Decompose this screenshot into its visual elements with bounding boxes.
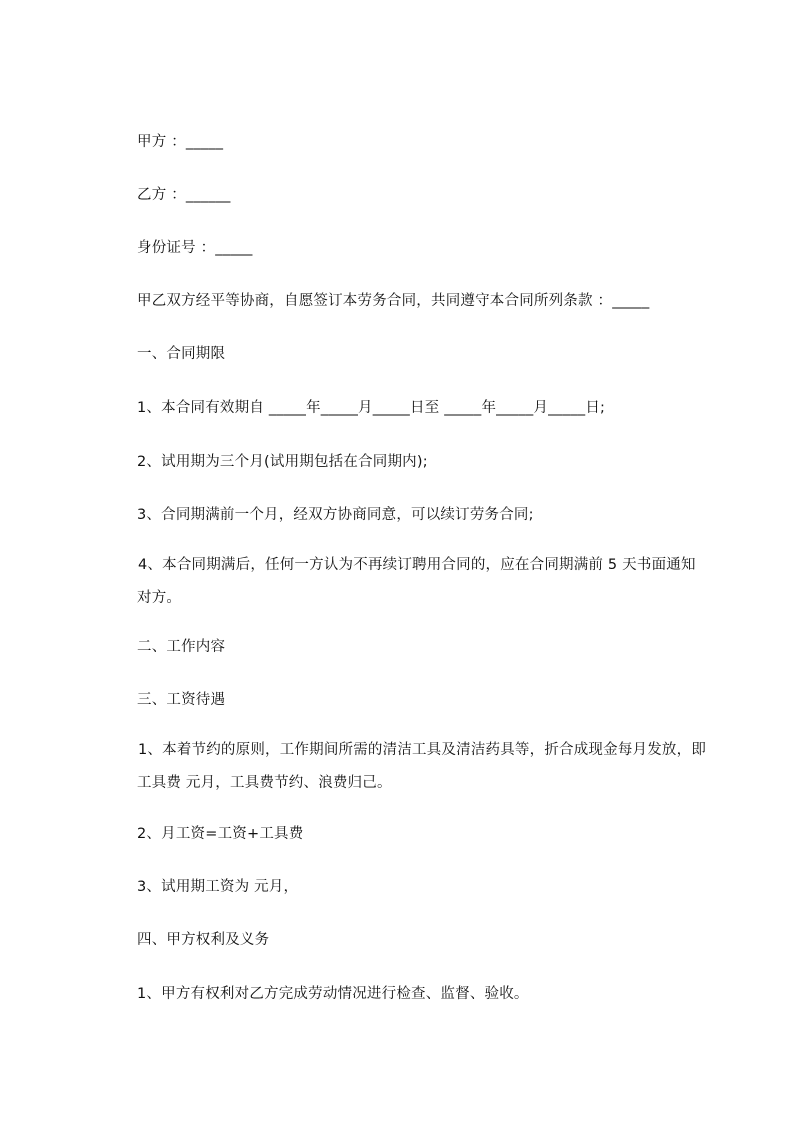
section-3-item-3: 3、试用期工资为 元月， bbox=[137, 879, 299, 895]
section-3-item-2: 2、月工资=工资+工具费 bbox=[137, 826, 304, 842]
section-3-item-1: 1、本着节约的原则，工作期间所需的清洁工具及清洁药具等，折合成现金每月发放，即工具费 元月，工具费节约、浪费归己。 bbox=[137, 742, 707, 791]
party-a-line: 甲方 ：_____ bbox=[137, 134, 224, 150]
section-1-item-1: 1、本合同有效期自 _____年_____月_____日至 _____年_____月_____日; bbox=[137, 400, 606, 416]
section-4-title: 四、甲方权利及义务 bbox=[137, 932, 270, 948]
section-4-item-1: 1、甲方有权利对乙方完成劳动情况进行检查、监督、验收。 bbox=[137, 986, 529, 1002]
section-1-title: 一、合同期限 bbox=[137, 346, 226, 362]
section-3-title: 三、工资待遇 bbox=[137, 692, 226, 708]
section-1-item-4: 4、本合同期满后，任何一方认为不再续订聘用合同的，应在合同期满前 5 天书面通知对方。 bbox=[137, 557, 696, 606]
id-number-line: 身份证号 ：_____ bbox=[137, 240, 253, 256]
section-1-item-3: 3、合同期满前一个月，经双方协商同意，可以续订劳务合同; bbox=[137, 507, 534, 523]
party-b-line: 乙方 ：______ bbox=[137, 187, 231, 203]
section-2-title: 二、工作内容 bbox=[137, 639, 226, 655]
intro-paragraph: 甲乙双方经平等协商，自愿签订本劳务合同，共同遵守本合同所列条款 ：_____ bbox=[137, 293, 650, 309]
section-1-item-2: 2、试用期为三个月(试用期包括在合同期内); bbox=[137, 454, 428, 470]
